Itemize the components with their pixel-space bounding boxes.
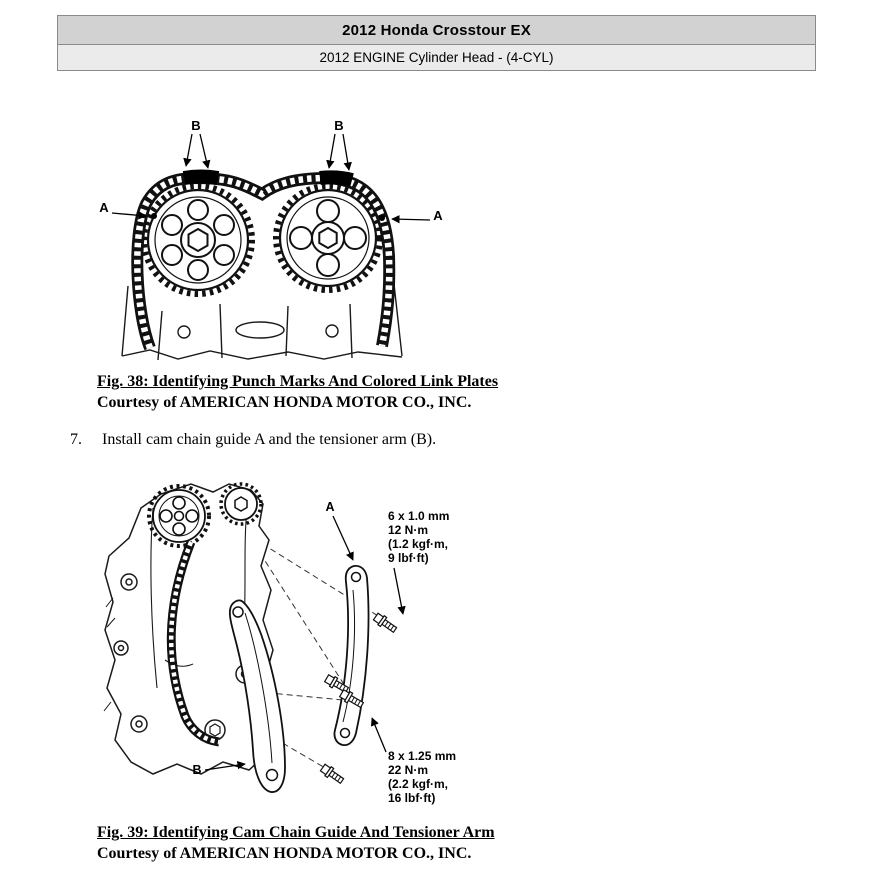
spec-bottom-line2: 22 N·m bbox=[388, 763, 429, 777]
fig38-label-a-left: A bbox=[99, 200, 109, 215]
spec-bottom-line3: (2.2 kgf·m, bbox=[388, 777, 449, 791]
spec-top-line2: 12 N·m bbox=[388, 523, 429, 537]
fig38-caption-link[interactable]: Fig. 38: Identifying Punch Marks And Colored Link Plates bbox=[97, 373, 499, 390]
engine-block-top bbox=[122, 284, 402, 360]
spec-bottom-line4: 16 lbf·ft) bbox=[388, 791, 436, 805]
colored-link-plate-right bbox=[320, 177, 352, 180]
fig39-caption-link[interactable]: Fig. 39: Identifying Cam Chain Guide And Tensioner Arm bbox=[97, 824, 495, 841]
step-text: Install cam chain guide A and the tensioner arm (B). bbox=[102, 431, 437, 448]
punch-mark-right bbox=[379, 215, 385, 221]
bolt-icon-top bbox=[373, 612, 399, 634]
fig38-label-b-right: B bbox=[334, 118, 344, 133]
fig39-label-b: B bbox=[192, 763, 202, 777]
fig39-label-a: A bbox=[325, 500, 335, 514]
fig39-caption-block bbox=[97, 822, 495, 864]
torque-spec-bottom bbox=[388, 749, 456, 805]
fig38-label-a-right: A bbox=[433, 208, 443, 223]
title-table bbox=[57, 15, 816, 71]
fig38-diagram bbox=[92, 116, 452, 366]
spec-bottom-line1: 8 x 1.25 mm bbox=[388, 749, 457, 763]
spec-top-line3: (1.2 kgf·m, bbox=[388, 537, 449, 551]
fig38-caption-block bbox=[97, 371, 498, 413]
step-number: 7. bbox=[70, 431, 82, 448]
cam-chain-guide bbox=[334, 566, 368, 745]
right-cam-sprocket bbox=[276, 186, 380, 290]
page-subtitle: 2012 ENGINE Cylinder Head - (4-CYL) bbox=[58, 45, 815, 70]
instruction-step-7 bbox=[70, 431, 436, 449]
fig39-courtesy: Courtesy of AMERICAN HONDA MOTOR CO., INC. bbox=[97, 845, 472, 862]
fig39-diagram bbox=[95, 478, 475, 818]
punch-mark-left bbox=[151, 213, 157, 219]
spec-top-line4: 9 lbf·ft) bbox=[388, 551, 429, 565]
left-cam-sprocket bbox=[144, 186, 252, 294]
colored-link-plate-left bbox=[184, 177, 218, 179]
spec-top-line1: 6 x 1.0 mm bbox=[388, 509, 450, 523]
fig38-courtesy: Courtesy of AMERICAN HONDA MOTOR CO., INC. bbox=[97, 394, 472, 411]
page-title: 2012 Honda Crosstour EX bbox=[58, 16, 815, 45]
torque-spec-top bbox=[388, 509, 449, 565]
bolt-icon-bottom bbox=[320, 763, 346, 785]
fig38-label-b-left: B bbox=[191, 118, 201, 133]
